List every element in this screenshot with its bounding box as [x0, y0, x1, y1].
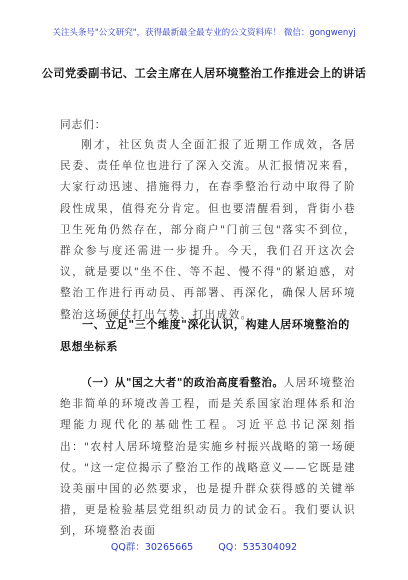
intro-section	[60, 135, 356, 326]
footer-contacts	[0, 539, 408, 553]
footer-qq-group: QQ群：30265665	[110, 542, 194, 553]
section-heading: 一、立足"三个维度"深化认识，构建人居环境整治的思想坐标系	[60, 318, 350, 353]
salutation: 同志们：	[60, 119, 107, 131]
subsection-text: 人居环境整治绝非简单的环境改善工程，而是关系国家治理体系和治理能力现代化的基础性工程。习近平总书记深刻指出："农村人居环境整治是实施乡村振兴战略的第一场硬仗。"这一定位揭示了整治工作的战略意义——它既是建设美丽中国的必然要求，也是提升群众获得感的关键举措，更是检验基层党组织动员力的试金石。我们要认识到，环境整治表面	[60, 377, 356, 538]
header-note: 关注头条号"公文研究"，获得最新最全最专业的公文资料库！ 微信：gongwenyj	[52, 28, 356, 38]
subsection-paragraph	[60, 373, 356, 543]
intro-paragraph: 刚才，社区负责人全面汇报了近期工作成效，各居民委、责任单位也进行了深入交流。从汇报情况来看，大家行动迅速、措施得力，在春季整治行动中取得了阶段性成果，值得充分肯定。但也要清醒看到，背街小巷卫生死角仍然存在，部分商户"门前三包"落实不到位，群众参与度还需进一步提升。今天，我们召开这次会议，就是要以"坐不住、等不起、慢不得"的紧迫感，对整治工作进行再动员、再部署、再深化，确保人居环境整治这场硬仗打出气势、打出成效。	[60, 139, 356, 321]
subsection-lead: （一）从"国之大者"的政治高度看整治。	[81, 377, 284, 389]
footer-qq: QQ：535304092	[218, 542, 298, 553]
document-title: 公司党委副书记、工会主席在人居环境整治工作推进会上的讲话	[41, 67, 367, 80]
